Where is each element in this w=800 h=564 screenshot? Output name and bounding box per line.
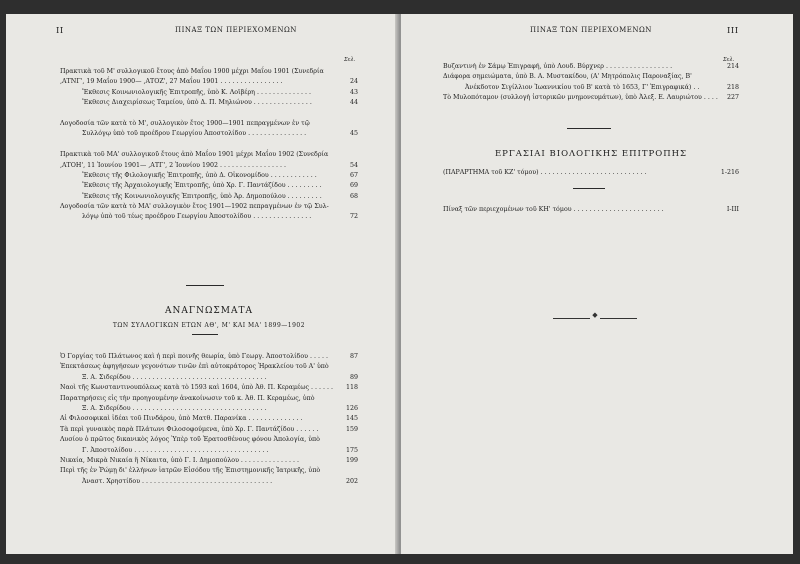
toc-entry-text: ‚ΑΤΟΗ', 11 Ἰουνίου 1901— ‚ΑΤΓ', 2 Ἰουνίου 1902 . . . . . . . . . . . . . . . . .: [60, 161, 287, 169]
toc-entry-page: 159: [345, 425, 358, 433]
toc-entry: [443, 71, 739, 81]
toc-entry-page: 145: [345, 415, 358, 423]
toc-entry-text: Πρακτικὰ τοῦ Μ' συλλογικοῦ ἔτους ἀπὸ Μαΐου 1900 μέχρι Μαΐου 1901 (Συνεδρία: [60, 68, 324, 75]
toc-entry-text: Τὰ περὶ γυναικὸς παρὰ Πλάτωνι Φιλοσοφούμενα, ὑπὸ Χρ. Γ. Παντάζίδου . . . . . .: [60, 425, 319, 433]
toc-entry-page: 89: [349, 373, 358, 381]
left-page-number: II: [56, 26, 64, 36]
toc-entry-text: Ἔκθεσις τῆς Φιλολογικῆς Ἐπιτροπῆς, ὑπὸ Δ. Οἰκονομίδου . . . . . . . . . . . .: [82, 171, 317, 179]
section-entry-page: 1-216: [720, 169, 739, 176]
right-page: [401, 14, 793, 554]
toc-entry: [60, 475, 358, 485]
toc-entry-text: Λυσίου ὁ πρῶτος δικανικὸς λόγος Ὑπὲρ τοῦ Ἐρατοσθένους φόνου Ἀπολογία, ὑπὸ: [60, 436, 320, 444]
toc-entry-page: 227: [726, 94, 739, 102]
toc-entry-text: Λογοδοσία τῶν κατὰ τὸ ΜΑ' συλλογικὸν ἔτος 1901—1902 πεπραγμένων ἐν τῷ Συλ-: [60, 203, 329, 211]
index-entry-text: Πίναξ τῶν περιεχομένων τοῦ ΚΗ' τόμου . . . . . . . . . . . . . . . . . . . . . . .: [443, 206, 664, 213]
toc-entry-text: Ἐπεκτάσεως ἀφηγήσεων γεγονότων τινῶν ἐπὶ αὐτοκράτορος Ἡρακλείου τοῦ Α' ὑπὸ: [60, 363, 329, 371]
toc-entry: [60, 402, 358, 412]
toc-entry-page: 199: [345, 456, 358, 464]
left-rule-bottom: [192, 334, 218, 335]
toc-entry-page: 72: [349, 213, 358, 221]
toc-entry: [60, 140, 358, 150]
toc-entry: [60, 412, 358, 422]
toc-entry: [60, 67, 358, 77]
toc-entry-text: Βυζαντινὴ ἐν Σάμῳ Ἐπιγραφή, ὑπὸ Λουδ. Βύρχνερ . . . . . . . . . . . . . . . . .: [443, 63, 673, 70]
toc-entry-text: Συλλόγῳ ὑπὸ τοῦ προέδρου Γεωργίου Ἀποστολίδου . . . . . . . . . . . . . . .: [82, 130, 307, 138]
toc-entry: [60, 88, 358, 98]
toc-entry-page: 69: [349, 182, 358, 190]
toc-entry-page: 202: [345, 477, 358, 485]
left-page: [6, 14, 399, 554]
right-col-label: Σελ.: [723, 57, 735, 63]
right-page-number: III: [727, 26, 739, 36]
toc-entry-page: 126: [345, 404, 358, 412]
toc-entry-page: 43: [349, 88, 358, 96]
right-running-title: ΠΙΝΑΞ ΤΩΝ ΠΕΡΙΕΧΟΜΕΝΩΝ: [530, 26, 652, 34]
toc-entry: [60, 192, 358, 202]
toc-entry-page: 175: [345, 446, 358, 454]
toc-entry: [60, 98, 358, 108]
right-section-entry: [443, 168, 739, 178]
toc-entry-text: Παρατηρήσεις εἰς τὴν προηγουμένην ἀνακοίνωσιν τοῦ κ. Ἀθ. Π. Κεραμέως, ὑπὸ: [60, 394, 315, 402]
toc-entry-text: Γ. Ἀποστολίδου . . . . . . . . . . . . . . . . . . . . . . . . . . . . . . . . . .: [82, 446, 269, 454]
left-section-subtitle: ΤΩΝ ΣΥΛΛΟΓΙΚΩΝ ΕΤΩΝ ΑΘ', Μ' ΚΑΙ ΜΑ' 1899—1902: [112, 322, 306, 329]
toc-entry-text: Ξ. Α. Σιδερίδου . . . . . . . . . . . . . . . . . . . . . . . . . . . . . . . . . .: [82, 404, 267, 412]
toc-entry: [60, 350, 358, 360]
toc-entry-text: Ἔκθεσις τῆς Κοινωνιολογικῆς Ἐπιτροπῆς, ὑπὸ Ἀρ. Δημοπούλου . . . . . . . . .: [82, 192, 322, 200]
toc-entry: [60, 119, 358, 129]
right-contents-list: [443, 61, 739, 103]
toc-entry-text: Ὁ Γοργίας τοῦ Πλάτωνος καὶ ἡ περὶ ποινῆς θεωρία, ὑπὸ Γεωργ. Ἀποστολίδου . . . . .: [60, 353, 328, 360]
toc-entry-page: 54: [349, 161, 358, 169]
left-section-title: ΑΝΑΓΝΩΣΜΑΤΑ: [164, 306, 254, 316]
toc-entry: [60, 212, 358, 222]
toc-entry: [443, 92, 739, 102]
toc-entry: [60, 109, 358, 119]
toc-entry-text: Αἱ Φιλοσοφικαὶ ἰδέαι τοῦ Πινδάρου, ὑπὸ Ματθ. Παρανίκα . . . . . . . . . . . . . .: [60, 415, 303, 423]
toc-entry: [60, 371, 358, 381]
toc-entry: [60, 360, 358, 370]
toc-entry-text: Πρακτικὰ τοῦ ΜΑ' συλλογικοῦ ἔτους ἀπὸ Μαΐου 1901 μέχρι Μαΐου 1902 (Συνεδρία: [60, 151, 329, 159]
toc-entry: [60, 181, 358, 191]
toc-entry-text: Τὸ Μυλοπόταμον (συλλογὴ ἱστορικῶν μνημονευμάτων), ὑπὸ Ἀλεξ. Ε. Λαυριώτου . . . .: [443, 94, 718, 102]
toc-entry: [60, 444, 358, 454]
toc-entry-page: 118: [345, 384, 358, 392]
toc-entry-text: Ἀνέκδοτον Σιγίλλιον Ἰωαννικίου τοῦ Β' κατὰ τὸ 1653, Γ' Ἐπιγραφικά) . .: [465, 83, 700, 91]
toc-entry: [60, 381, 358, 391]
toc-entry: [60, 77, 358, 87]
toc-entry-page: 68: [349, 192, 358, 200]
left-col-label: Σελ.: [344, 57, 356, 63]
toc-entry-page: 218: [726, 83, 739, 91]
section-entry-text: (ΠΑΡΑΡΤΗΜΑ τοῦ ΚΖ' τόμου) . . . . . . . . . . . . . . . . . . . . . . . . . . .: [443, 169, 647, 176]
toc-entry: [60, 150, 358, 160]
toc-entry-text: Ἀναστ. Χρηστίδου . . . . . . . . . . . . . . . . . . . . . . . . . . . . . . . . .: [82, 477, 273, 485]
toc-entry-text: Ἔκθεσις Διαχειρίσεως Ταμείου, ὑπὸ Δ. Π. Μηλιώνου . . . . . . . . . . . . . . .: [82, 99, 312, 107]
toc-entry: [443, 82, 739, 92]
right-rule-1: [567, 128, 611, 129]
toc-entry-text: Νικαία, Μικρὰ Νικαία ἢ Νίκαιτα, ὑπὸ Γ. Ι. Δημοπούλου . . . . . . . . . . . . . . .: [60, 456, 299, 464]
toc-entry: [60, 464, 358, 474]
toc-entry-page: 44: [349, 99, 358, 107]
toc-entry-text: λόγῳ ὑπὸ τοῦ τέως προέδρου Γεωργίου Ἀποστολίδου . . . . . . . . . . . . . . .: [82, 213, 312, 221]
toc-entry: [60, 171, 358, 181]
toc-entry: [60, 129, 358, 139]
left-rule-top: [186, 285, 224, 286]
toc-entry-text: Ξ. Α. Σιδερίδου . . . . . . . . . . . . . . . . . . . . . . . . . . . . . . . . . .: [82, 373, 267, 381]
toc-entry: [60, 202, 358, 212]
toc-entry: [60, 423, 358, 433]
toc-entry: [443, 61, 739, 71]
left-contents-list: [60, 67, 358, 223]
toc-entry-page: 67: [349, 171, 358, 179]
toc-entry-page: 24: [349, 78, 358, 86]
right-section-title: ΕΡΓΑΣΙΑΙ ΒΙΟΛΟΓΙΚΗΣ ΕΠΙΤΡΟΠΗΣ: [494, 149, 688, 159]
toc-entry-text: Ἔκθεσις Κοινωνιολογικῆς Ἐπιτροπῆς, ὑπὸ Κ. Λοϊβέρη . . . . . . . . . . . . . .: [82, 88, 311, 96]
left-running-title: ΠΙΝΑΞ ΤΩΝ ΠΕΡΙΕΧΟΜΕΝΩΝ: [175, 26, 297, 34]
toc-entry-text: Ἔκθεσις τῆς Ἀρχαιολογικῆς Ἐπιτροπῆς, ὑπὸ Χρ. Γ. Παντάζίδου . . . . . . . . .: [82, 182, 322, 190]
toc-entry: [60, 433, 358, 443]
toc-entry-page: 87: [349, 353, 358, 360]
index-entry-page: I-III: [726, 206, 739, 213]
toc-entry-text: ‚ΑΤΝΓ', 19 Μαΐου 1900— ‚ΑΤΟΖ', 27 Μαΐου 1901 . . . . . . . . . . . . . . . .: [60, 78, 283, 86]
left-readings-list: [60, 350, 358, 485]
toc-entry-text: Περὶ τῆς ἐν Ῥώμῃ δι' ἑλλήνων ἰατρῶν Εἰσόδου τῆς Ἐπιστημονικῆς Ἰατρικῆς, ὑπὸ: [60, 467, 321, 475]
toc-entry-text: Λογοδοσία τῶν κατὰ τὸ Μ', συλλογικὸν ἔτος 1900—1901 πεπραγμένων ἐν τῷ: [60, 119, 310, 127]
right-index-entry: [443, 205, 739, 215]
toc-entry-text: Διάφορα σημειώματα, ὑπὸ Β. Α. Μυστακίδου, (Α' Μητρόπολις Παροναξίας, Β': [443, 73, 692, 81]
toc-entry-text: Ναοὶ τῆς Κωνσταντινουπόλεως κατὰ τὸ 1593 καὶ 1604, ὑπὸ Ἀθ. Π. Κεραμέως . . . . . .: [60, 384, 334, 392]
toc-entry-page: 214: [726, 63, 739, 70]
toc-entry: [60, 392, 358, 402]
ornament-rule: ◆: [553, 314, 637, 323]
right-rule-2: [573, 188, 605, 189]
toc-entry-page: 45: [349, 130, 358, 138]
toc-entry: [60, 454, 358, 464]
toc-entry: [60, 161, 358, 171]
